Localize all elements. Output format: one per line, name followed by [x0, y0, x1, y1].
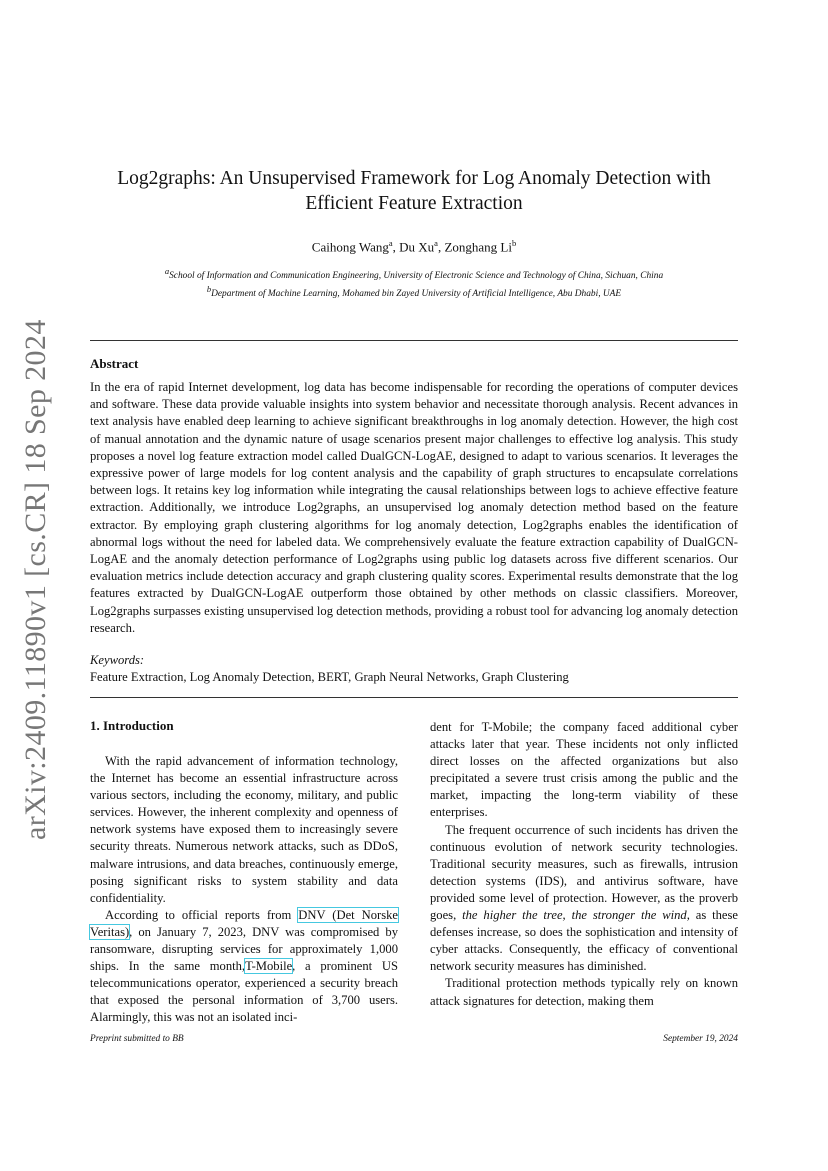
paragraph	[430, 822, 738, 976]
paragraph: dent for T-Mobile; the company faced additional cyber attacks later that year. These incidents not only inflicted direct losses on the affected organizations but also precipitated a severe trust crisis among the public and the market, impacting the long-term viability of these enterprises.	[430, 720, 738, 820]
footer-right: September 19, 2024	[663, 1034, 738, 1044]
affiliations	[90, 265, 738, 301]
affil-mark: a	[164, 266, 170, 276]
text-run: , a prominent US telecommunications operator, experienced a security breach that exposed the personal information of 3,700 users. Alarmingly, this was not an isolated inci-	[90, 959, 398, 1025]
italic-text: the higher the tree, the stronger the wind,	[462, 908, 690, 923]
arxiv-identifier: arXiv:2409.11890v1 [cs.CR] 18 Sep 2024	[19, 319, 52, 840]
title-line-2: Efficient Feature Extraction	[305, 193, 523, 214]
paragraph: Traditional protection methods typically rely on known attack signatures for detection, making them	[430, 976, 738, 1008]
title-line-1: Log2graphs: An Unsupervised Framework for Log Anomaly Detection with	[117, 168, 711, 189]
t-mobile-link[interactable]: T-Mobile	[245, 959, 293, 974]
divider-top	[90, 340, 738, 341]
author-name: Du Xu	[399, 239, 435, 255]
dnv-link[interactable]: DNV (Det Norske Veritas)	[90, 907, 399, 939]
right-column	[430, 719, 738, 1010]
author-affil-mark: b	[511, 238, 517, 248]
paper-title	[90, 166, 738, 216]
text-run: as these defenses increase, so does the sophistication and intensity of cyber attacks. Consequently, the efficacy of conventional network security measures has diminished.	[430, 908, 738, 974]
divider-bottom	[90, 697, 738, 698]
paragraph	[90, 907, 398, 1027]
affiliation-b	[90, 283, 738, 301]
keywords-heading: Keywords:	[90, 653, 145, 667]
footer-left: Preprint submitted to BB	[90, 1034, 184, 1044]
text-run: The frequent occurrence of such incidents has driven the continuous evolution of network security technologies. Traditional security measures, such as firewalls, intrusion detection systems (IDS), and antivirus software, have provided some level of protection. However, as the proverb goes,	[430, 822, 738, 923]
left-column	[90, 753, 398, 1027]
abstract-text: In the era of rapid Internet development, log data has become indispensable for recording the operations of computer devices and software. These data provide valuable insights into system behavior and necessitate thorough analysis. Recent advances in text analysis have enabled deep learning to achieve significant breakthroughs in log anomaly detection. However, the high cost of manual annotation and the dynamic nature of usage scenarios present major challenges to effective log analysis. This study proposes a novel log feature extraction model called DualGCN-LogAE, designed to adapt to various scenarios. It leverages the expressive power of large models for log content analysis and the capability of graph structures to encapsulate correlations between logs. It retains key log information while integrating the causal relationships between logs to achieve effective feature extraction. Additionally, we introduce Log2graphs, an unsupervised log anomaly detection method based on the feature extractor. By employing graph clustering algorithms for log anomaly detection, Log2graphs enables the identification of abnormal logs without the need for labeled data. We comprehensively evaluate the feature extraction capability of DualGCN-LogAE and the anomaly detection performance of Log2graphs using public log datasets across five different scenarios. Our evaluation metrics include detection accuracy and graph clustering quality scores. Experimental results demonstrate that the log features extracted by DualGCN-LogAE outperform those obtained by other methods on classic classifiers. Moreover, Log2graphs surpasses existing unsupervised log detection methods, providing a robust tool for advancing log anomaly detection research.	[90, 380, 738, 635]
keywords-text: Feature Extraction, Log Anomaly Detection, BERT, Graph Neural Networks, Graph Clustering	[90, 670, 569, 684]
affil-text: School of Information and Communication Engineering, University of Electronic Science and Technology of China, Sichuan, China	[169, 271, 664, 282]
author-name: Zonghang Li	[444, 239, 512, 255]
abstract-heading: Abstract	[90, 356, 139, 371]
text-run: According to official reports from	[105, 907, 299, 922]
affil-text: Department of Machine Learning, Mohamed bin Zayed University of Artificial Intelligence, Abu Dhabi, UAE	[211, 289, 622, 300]
paragraph: With the rapid advancement of information technology, the Internet has become an essential infrastructure across various sectors, including the economy, military, and public services. However, the inherent complexity and openness of network systems have exposed them to increasingly severe security threats. Numerous network attacks, such as DDoS, malware intrusions, and data breaches, continuously emerge, posing significant risks to system stability and data confidentiality.	[90, 754, 398, 905]
affiliation-a	[90, 265, 738, 283]
affil-mark: b	[206, 284, 212, 295]
section-heading: 1. Introduction	[90, 718, 174, 733]
author-affil-mark: a	[434, 238, 438, 248]
author-affil-mark: a	[388, 238, 393, 248]
author-name: Caihong Wang	[311, 239, 389, 255]
text-run: , on January 7, 2023, DNV was compromised by ransomware, disrupting services for approximately 1,000 ships. In the same month,	[90, 924, 398, 974]
author-list: Caihong Wang$^a$, Du Xu$^a$, Zonghang Li$^b$	[311, 238, 517, 255]
